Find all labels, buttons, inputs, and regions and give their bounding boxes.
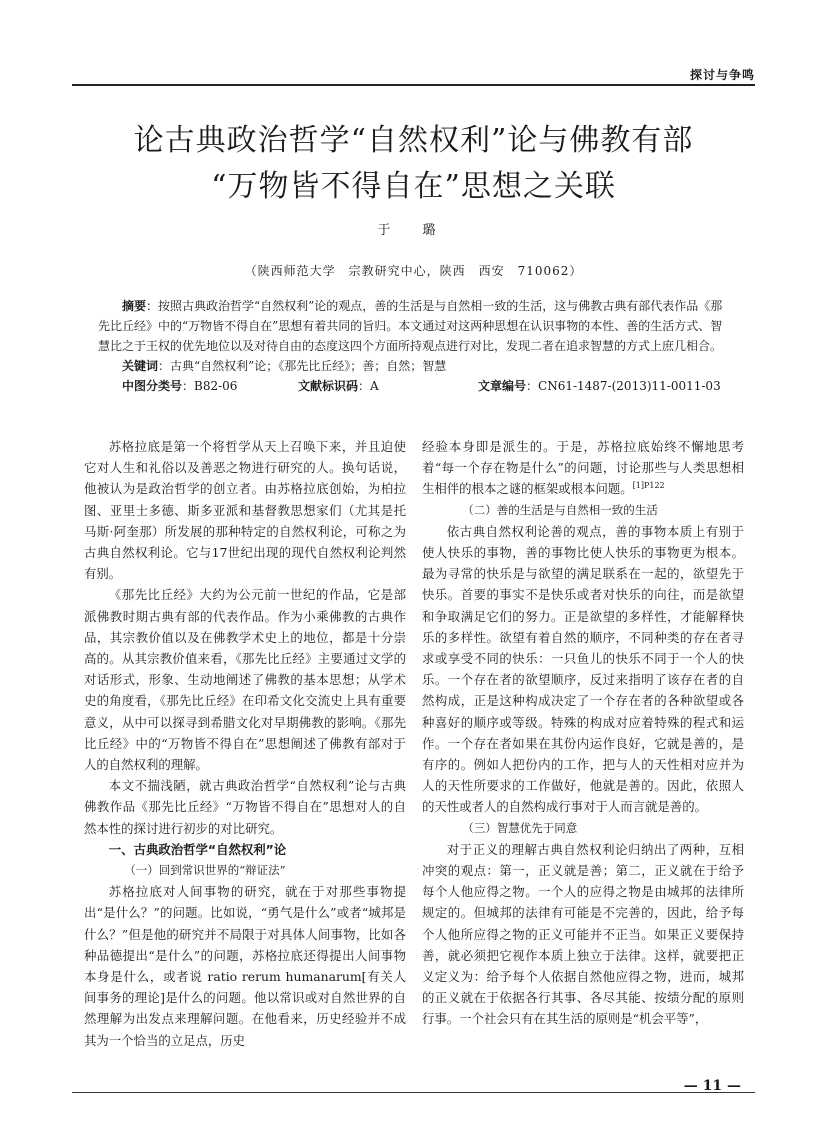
section-tag: 探讨与争鸣 <box>689 68 755 82</box>
paragraph: 本文不揣浅陋，就古典政治哲学“自然权利”论与古典佛教作品《那先比丘经》“万物皆不得自在”思想对人的自然本性的探讨进行初步的对比研究。 <box>84 778 406 836</box>
left-column <box>84 436 406 1051</box>
paragraph: 对于正义的理解古典自然权利论归纳出了两种，互相冲突的观点：第一，正义就是善；第二，正义就在于给予每个人他应得之物。一个人的应得之物是由城邦的法律所规定的。但城邦的法律有可能是不完善的，因此，给予每个人他所应得之物的正义可能并不正当。如果正义要保持善，就必须把它视作本质上独立于法律。这样，就要把正义定义为：给予每个人依据自然他应得之物，进而，城邦的正义就在于依据各行其事、各尽其能、按绩分配的原则行事。一个社会只有在其生活的原则是“机会平等”， <box>422 841 744 1027</box>
title-line-1: 论古典政治哲学“自然权利”论与佛教有部 <box>133 123 694 158</box>
article-meta <box>98 296 727 396</box>
article-label: 文章编号 <box>478 379 527 393</box>
paragraph: 苏格拉底是第一个将哲学从天上召唤下来，并且迫使它对人生和礼俗以及善恶之物进行研究的人。换句话说，他被认为是政治哲学的创立者。由苏格拉底创始，为柏拉图、亚里士多德、斯多亚派和基督教思想家们（尤其是托马斯·阿奎那）所发展的那种特定的自然权利论，可称之为古典自然权利论。它与17世纪出现的现代自然权利论判然有别。 <box>84 439 406 582</box>
header-rule <box>72 84 755 86</box>
abstract <box>98 296 727 356</box>
paragraph: 《那先比丘经》大约为公元前一世纪的作品，它是部派佛教时期古典有部的代表作品。作为小乘佛教的古典作品，其宗教价值以及在佛教学术史上的地位，都是十分崇高的。从其宗教价值来看，《那先比丘经》主要通过文学的对话形式，形象、生动地阐述了佛教的基本思想；从学术史的角度看，《那先比丘经》在印希文化交流史上具有重要意义，从中可以探寻到希腊文化对早期佛教的影响。《那先比丘经》中的“万物皆不得自在”思想阐述了佛教有部对于人的自然权利的理解。 <box>84 587 406 773</box>
subsection-heading: （三）智慧优先于同意 <box>462 820 578 835</box>
doc-label: 文献标识码 <box>298 379 359 393</box>
keywords-text: ：古典“自然权利”论；《那先比丘经》；善；自然；智慧 <box>158 359 447 373</box>
affiliation: （陕西师范大学 宗教研究中心，陕西 西安 710062） <box>244 264 583 278</box>
paragraph: 苏格拉底对人间事物的研究，就在于对那些事物提出“是什么？”的问题。比如说，“勇气是什么”或者“城邦是什么？”但是他的研究并不局限于对具体人间事物，比如各种品德提出“是什么”的问题，苏格拉底还得提出人间事物本身是什么，或者说 ratio rerum humanarum[有关人间事务的理论]是什么的问题。他以常识或对自然世界的自然理解为出发点来理解问题。在他看来，历史经验并不成其为一个恰当的立足点，历史 <box>84 884 406 1048</box>
keywords <box>98 356 727 376</box>
abstract-label: 摘要 <box>122 299 147 313</box>
article-number <box>454 376 721 396</box>
paragraph <box>422 436 744 500</box>
subsection-heading: （二）善的生活是与自然相一致的生活 <box>462 502 658 517</box>
footer-rule <box>72 1092 755 1093</box>
article-title <box>72 118 755 210</box>
right-column <box>422 436 744 1030</box>
paragraph-text: 经验本身即是派生的。于是，苏格拉底始终不懈地思考着“每一个存在物是什么”的问题，讨论那些与人类思想相生相伴的根本之谜的框架或根本问题。 <box>422 439 744 497</box>
classification-row <box>98 376 727 396</box>
clc-label: 中图分类号 <box>122 379 183 393</box>
paragraph: 依古典自然权利论善的观点，善的事物本质上有别于使人快乐的事物，善的事物比使人快乐的事物更为根本。最为寻常的快乐是与欲望的满足联系在一起的，欲望先于快乐。首要的事实不是快乐或者对快乐的向往，而是欲望和争取满足它们的努力。正是欲望的多样性，才能解释快乐的多样性。欲望有着自然的顺序，不同种类的存在者寻求或享受不同的快乐：一只鱼儿的快乐不同于一个人的快乐。一个存在者的欲望顺序，反过来指明了该存在者的自然构成，正是这种构成决定了一个存在者的各种欲望或各种喜好的顺序或等级。特殊的构成对应着特殊的程式和运作。一个存在者如果在其份内运作良好，它就是善的，是有序的。例如人把份内的工作，把与人的天性相对应并为人的天性所要求的工作做好，他就是善的。因此，依照人的天性或者人的自然构成行事对于人而言就是善的。 <box>422 523 744 815</box>
clc-code <box>98 376 274 396</box>
subsection-heading: （一）回到常识世界的“辩证法” <box>124 863 286 878</box>
title-line-2: “万物皆不得自在”思想之关联 <box>211 169 616 204</box>
author: 于 璐 <box>377 223 450 238</box>
page-number: — 11 — <box>683 1078 741 1094</box>
doc-value: ：A <box>358 379 379 393</box>
keywords-label: 关键词 <box>122 359 159 373</box>
clc-value: ：B82-06 <box>182 379 238 393</box>
abstract-text: ：按照古典政治哲学“自然权利”论的观点，善的生活是与自然相一致的生活，这与佛教古典有部代表作品《那先比丘经》中的“万物皆不得自在”思想有着共同的旨归。本文通过对这两种思想在认识事物的本性、善的生活方式、智慧比之于王权的优先地位以及对待自由的态度这四个方面所持观点进行对比，发现二者在追求智慧的方式上庶几相合。 <box>98 299 723 353</box>
article-value: ：CN61-1487-(2013)11-0011-03 <box>526 379 721 393</box>
doc-code <box>274 376 454 396</box>
section-heading: 一、古典政治哲学“自然权利”论 <box>108 841 287 857</box>
citation: [1]P122 <box>632 481 665 491</box>
